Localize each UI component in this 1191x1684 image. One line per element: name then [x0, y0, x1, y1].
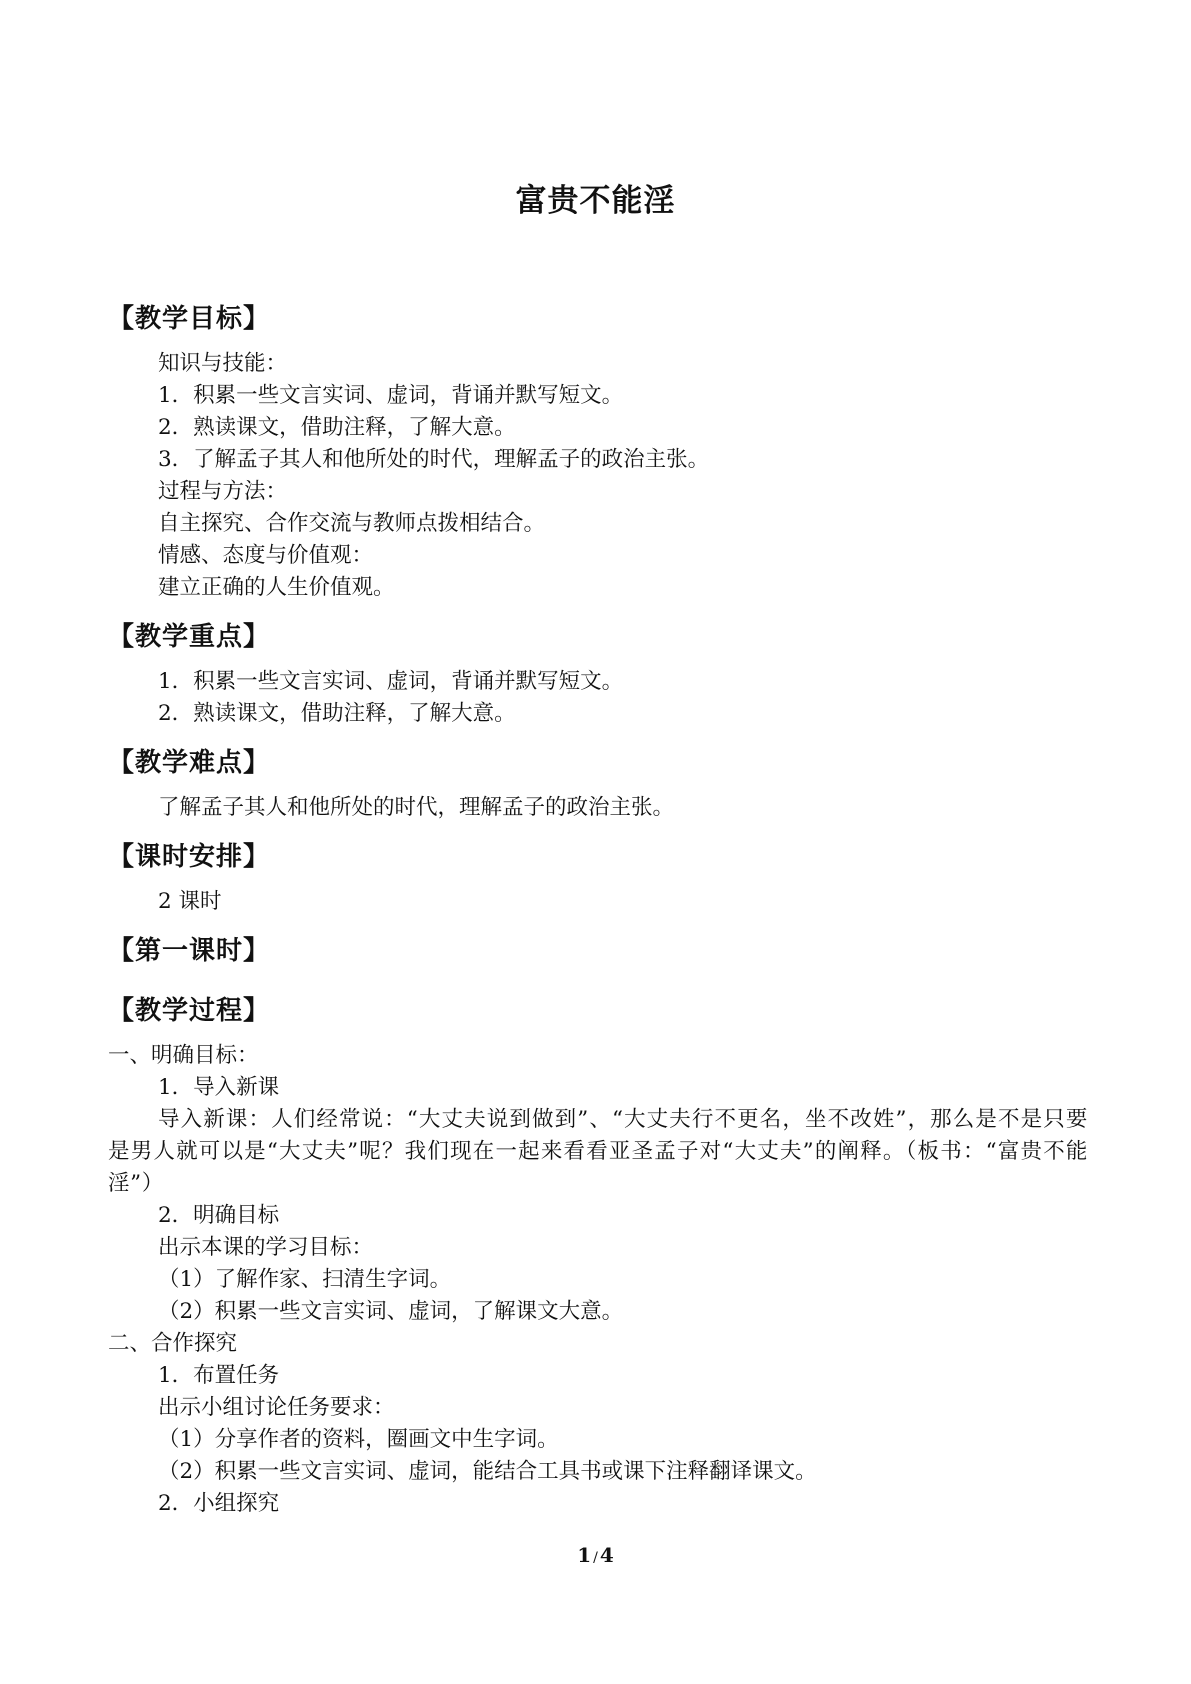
part-title: 二、合作探究 [108, 1331, 238, 1356]
section-key-points [108, 618, 1088, 730]
section-heading: 【第一课时】 [108, 936, 271, 966]
knowledge-label: 知识与技能： [158, 351, 288, 376]
emotion-label: 情感、态度与价值观： [158, 543, 374, 568]
section-heading: 【教学难点】 [108, 748, 271, 778]
section-difficulties [108, 744, 1088, 824]
list-item: 1．积累一些文言实词、虚词，背诵并默写短文。 [158, 383, 624, 408]
step-paragraph: 导入新课：人们经常说：“大丈夫说到做到”、“大丈夫行不更名，坐不改姓”，那么是不是只要是男人就可以是“大丈夫”呢？我们现在一起来看看亚圣孟子对“大丈夫”的阐释。（板书：“富贵不能淫”） [108, 1107, 1088, 1196]
list-item: 3．了解孟子其人和他所处的时代，理解孟子的政治主张。 [158, 447, 710, 472]
page-number [0, 1543, 1191, 1567]
step-title: 1．布置任务 [158, 1363, 280, 1388]
section-heading: 【教学目标】 [108, 304, 271, 334]
step-intro: 出示小组讨论任务要求： [158, 1395, 395, 1420]
document-title: 富贵不能淫 [515, 183, 676, 219]
list-item: 1．积累一些文言实词、虚词，背诵并默写短文。 [158, 669, 624, 694]
list-item: （1）分享作者的资料，圈画文中生字词。 [158, 1427, 559, 1452]
section-objectives [108, 300, 1088, 604]
schedule-text: 2 课时 [158, 889, 222, 914]
document-body [108, 300, 1088, 1520]
step-title: 1．导入新课 [158, 1075, 280, 1100]
total-pages: 4 [599, 1543, 614, 1567]
list-item: （2）积累一些文言实词、虚词，能结合工具书或课下注释翻译课文。 [158, 1459, 817, 1484]
section-schedule [108, 838, 1088, 918]
step-title: 2．明确目标 [158, 1203, 280, 1228]
list-item: （1）了解作家、扫清生字词。 [158, 1267, 452, 1292]
section-heading: 【课时安排】 [108, 842, 271, 872]
part-title: 一、明确目标： [108, 1043, 259, 1068]
page-separator: / [593, 1550, 598, 1566]
step-title: 2．小组探究 [158, 1491, 280, 1516]
list-item: 2．熟读课文，借助注释，了解大意。 [158, 415, 516, 440]
current-page: 1 [577, 1543, 592, 1567]
section-first-lesson [108, 932, 1088, 970]
process-text: 自主探究、合作交流与教师点拨相结合。 [158, 511, 546, 536]
process-label: 过程与方法： [158, 479, 288, 504]
step-intro: 出示本课的学习目标： [158, 1235, 374, 1260]
section-process [108, 992, 1088, 1520]
list-item: （2）积累一些文言实词、虚词，了解课文大意。 [158, 1299, 624, 1324]
section-heading: 【教学重点】 [108, 622, 271, 652]
difficulties-text: 了解孟子其人和他所处的时代，理解孟子的政治主张。 [158, 795, 675, 820]
emotion-text: 建立正确的人生价值观。 [158, 575, 395, 600]
section-heading: 【教学过程】 [108, 996, 271, 1026]
list-item: 2．熟读课文，借助注释，了解大意。 [158, 701, 516, 726]
